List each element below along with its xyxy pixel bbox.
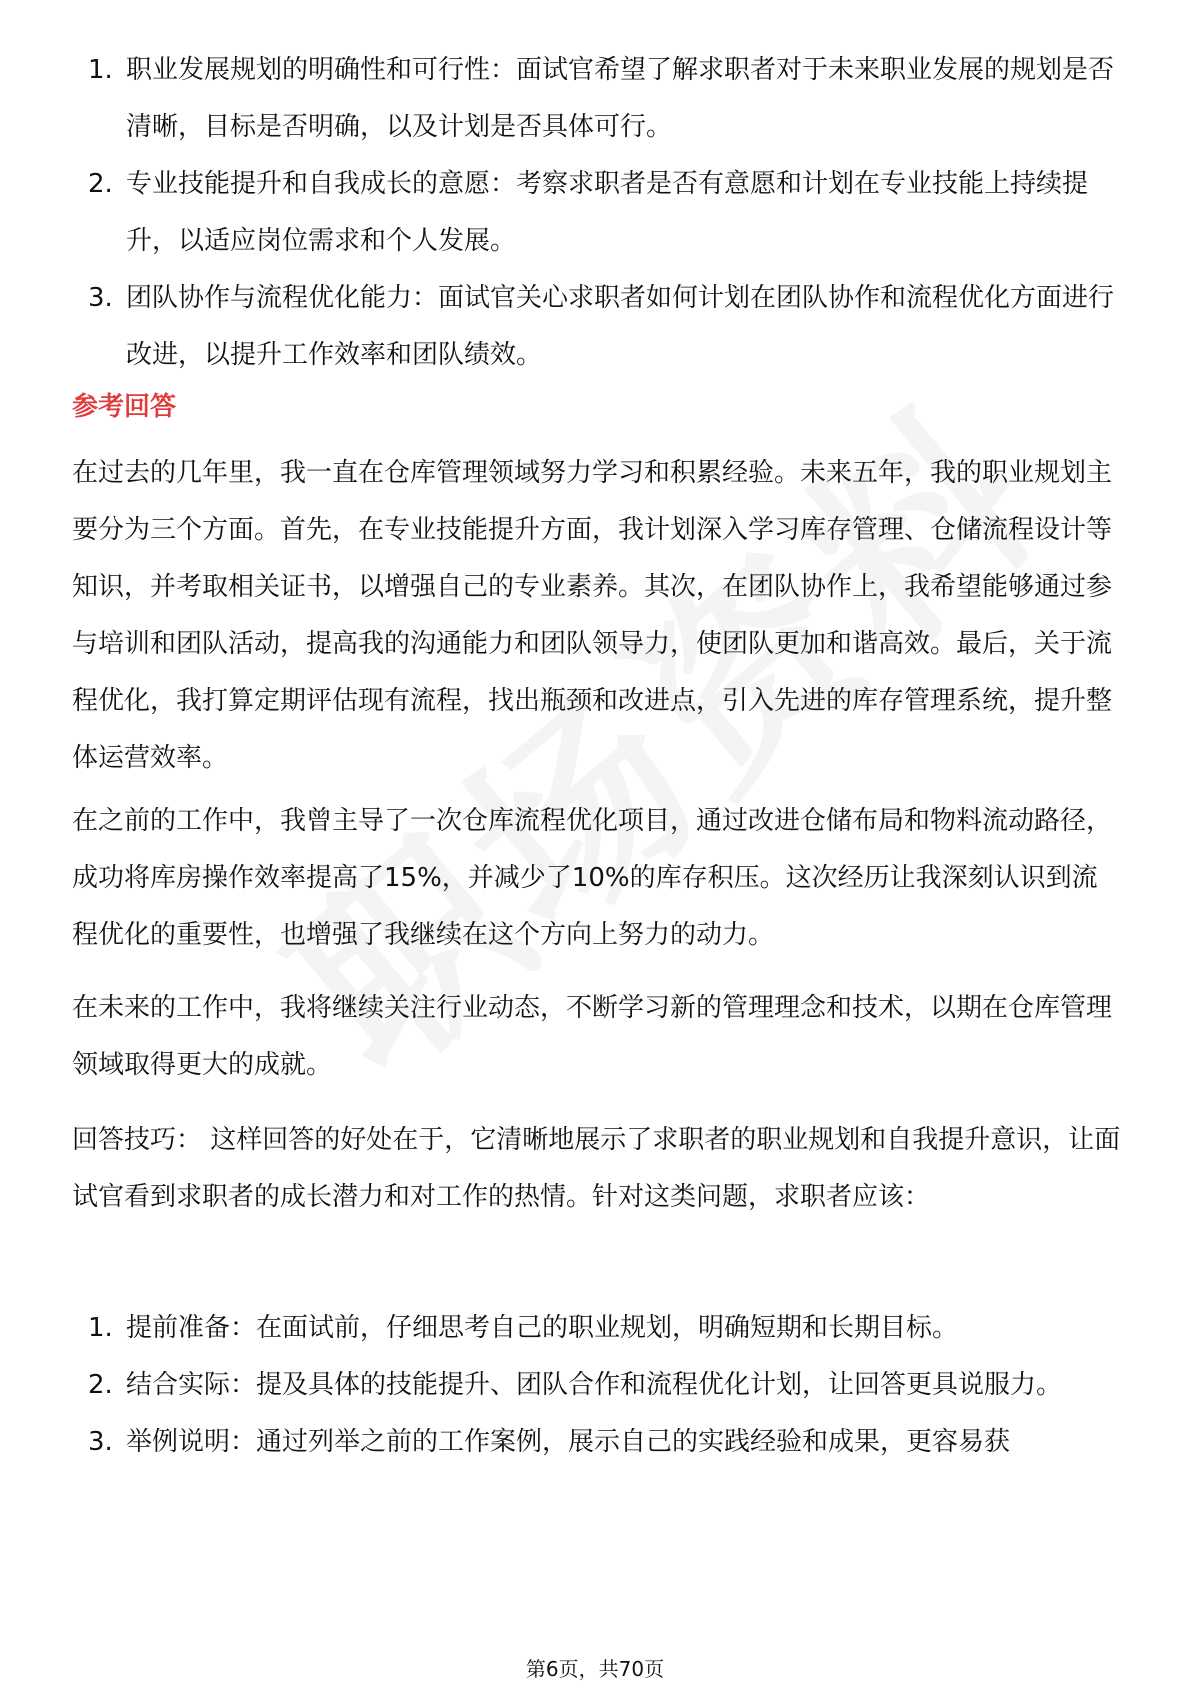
answer-paragraph: 在之前的工作中，我曾主导了一次仓库流程优化项目，通过改进仓储布局和物料流动路径，成功将库房操作效率提高了15%，并减少了10%的库存积压。这次经历让我深刻认识到流程优化的重要性，也增强了我继续在这个方向上努力的动力。: [72, 806, 1113, 950]
list-item-text: 专业技能提升和自我成长的意愿：考察求职者是否有意愿和计划在专业技能上持续提升，以适应岗位需求和个人发展。: [126, 169, 1089, 256]
list-item-text: 举例说明：通过列举之前的工作案例，展示自己的实践经验和成果，更容易获: [126, 1427, 1011, 1457]
list-number: 3.: [88, 283, 113, 313]
list-item: [72, 270, 1122, 384]
list-item-text: 提前准备：在面试前，仔细思考自己的职业规划，明确短期和长期目标。: [126, 1313, 959, 1343]
list-item-text: 团队协作与流程优化能力：面试官关心求职者如何计划在团队协作和流程优化方面进行改进，以提升工作效率和团队绩效。: [126, 283, 1115, 370]
list-item: [72, 156, 1122, 270]
list-item-text: 职业发展规划的明确性和可行性：面试官希望了解求职者对于未来职业发展的规划是否清晰，目标是否明确，以及计划是否具体可行。: [126, 55, 1115, 142]
list-number: 2.: [88, 1370, 113, 1400]
section-title: 参考回答: [72, 392, 177, 422]
answer-paragraph: 在过去的几年里，我一直在仓库管理领域努力学习和积累经验。未来五年，我的职业规划主要分为三个方面。首先，在专业技能提升方面，我计划深入学习库存管理、仓储流程设计等知识，并考取相关证书，以增强自己的专业素养。其次，在团队协作上，我希望能够通过参与培训和团队活动，提高我的沟通能力和团队领导力，使团队更加和谐高效。最后，关于流程优化，我打算定期评估现有流程，找出瓶颈和改进点，引入先进的库存管理系统，提升整体运营效率。: [72, 458, 1113, 773]
answer-paragraph: 在未来的工作中，我将继续关注行业动态，不断学习新的管理理念和技术，以期在仓库管理领域取得更大的成就。: [72, 993, 1113, 1080]
list-item-text: 结合实际：提及具体的技能提升、团队合作和流程优化计划，让回答更具说服力。: [126, 1370, 1063, 1400]
criteria-list: [72, 42, 1122, 384]
list-item: [72, 42, 1122, 156]
list-item: [72, 1300, 1122, 1357]
list-number: 2.: [88, 169, 113, 199]
list-number: 3.: [88, 1427, 113, 1457]
page-number-footer: 第6页，共70页: [525, 1657, 665, 1681]
tips-paragraph: 回答技巧： 这样回答的好处在于，它清晰地展示了求职者的职业规划和自我提升意识，让面试官看到求职者的成长潜力和对工作的热情。针对这类问题，求职者应该：: [72, 1125, 1121, 1212]
list-item: [72, 1414, 1122, 1471]
list-number: 1.: [88, 1313, 113, 1343]
tips-list: [72, 1300, 1122, 1471]
list-number: 1.: [88, 55, 113, 85]
list-item: [72, 1357, 1122, 1414]
